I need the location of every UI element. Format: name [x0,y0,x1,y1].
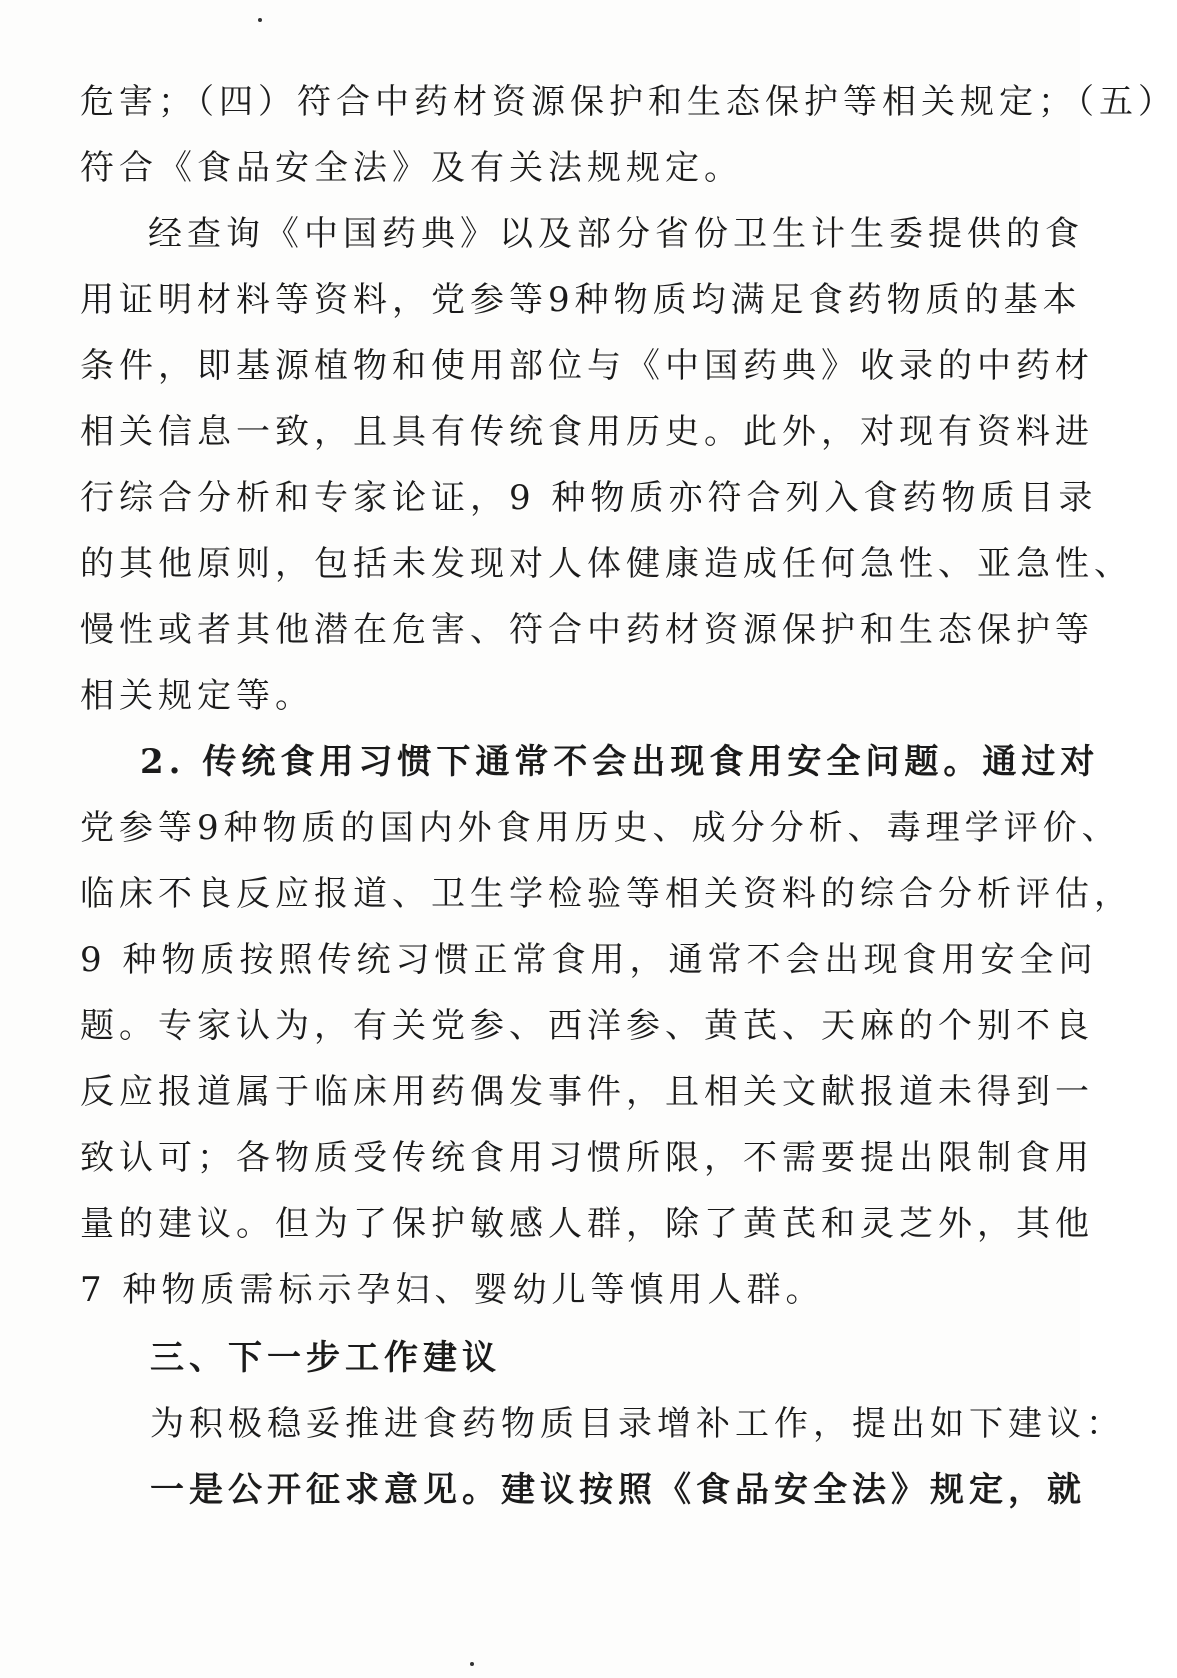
text-line: 危害；（四）符合中药材资源保护和生态保护等相关规定；（五） [80,82,1177,122]
scan-speck [258,18,262,22]
section-heading: 三、下一步工作建议 [150,1338,501,1378]
text-line: 反应报道属于临床用药偶发事件，且相关文献报道未得到一 [80,1072,1094,1112]
text-line: 行综合分析和专家论证，9 种物质亦符合列入食药物质目录 [80,478,1098,518]
scan-speck [470,1662,474,1666]
text-line: 用证明材料等资料，党参等9种物质均满足食药物质的基本 [80,280,1082,320]
text-line: 9 种物质按照传统习惯正常食用，通常不会出现食用安全问 [80,940,1098,980]
text-line: 慢性或者其他潜在危害、符合中药材资源保护和生态保护等 [80,610,1094,650]
text-line: 的其他原则，包括未发现对人体健康造成任何急性、亚急性、 [80,544,1133,584]
text-line: 条件，即基源植物和使用部位与《中国药典》收录的中药材 [80,346,1094,386]
text-line: 致认可；各物质受传统食用习惯所限，不需要提出限制食用 [80,1138,1094,1178]
text-line: 相关规定等。 [80,676,314,716]
text-line: 7 种物质需标示孕妇、婴幼儿等慎用人群。 [80,1270,825,1310]
text-line: 相关信息一致，且具有传统食用历史。此外，对现有资料进 [80,412,1094,452]
paragraph-first-line: 为积极稳妥推进食药物质目录增补工作，提出如下建议： [150,1404,1125,1444]
paragraph-first-line: 2. 传统食用习惯下通常不会出现食用安全问题。通过对 [140,742,1100,782]
paragraph-first-line: 经查询《中国药典》以及部分省份卫生计生委提供的食 [148,214,1084,254]
text-line: 题。专家认为，有关党参、西洋参、黄芪、天麻的个别不良 [80,1006,1094,1046]
text-line: 党参等9种物质的国内外食用历史、成分分析、毒理学评价、 [80,808,1121,848]
text-line: 符合《食品安全法》及有关法规规定。 [80,148,743,188]
paragraph-first-line: 一是公开征求意见。建议按照《食品安全法》规定，就 [150,1470,1086,1510]
text-line: 临床不良反应报道、卫生学检验等相关资料的综合分析评估， [80,874,1133,914]
text-line: 量的建议。但为了保护敏感人群，除了黄芪和灵芝外，其他 [80,1204,1094,1244]
